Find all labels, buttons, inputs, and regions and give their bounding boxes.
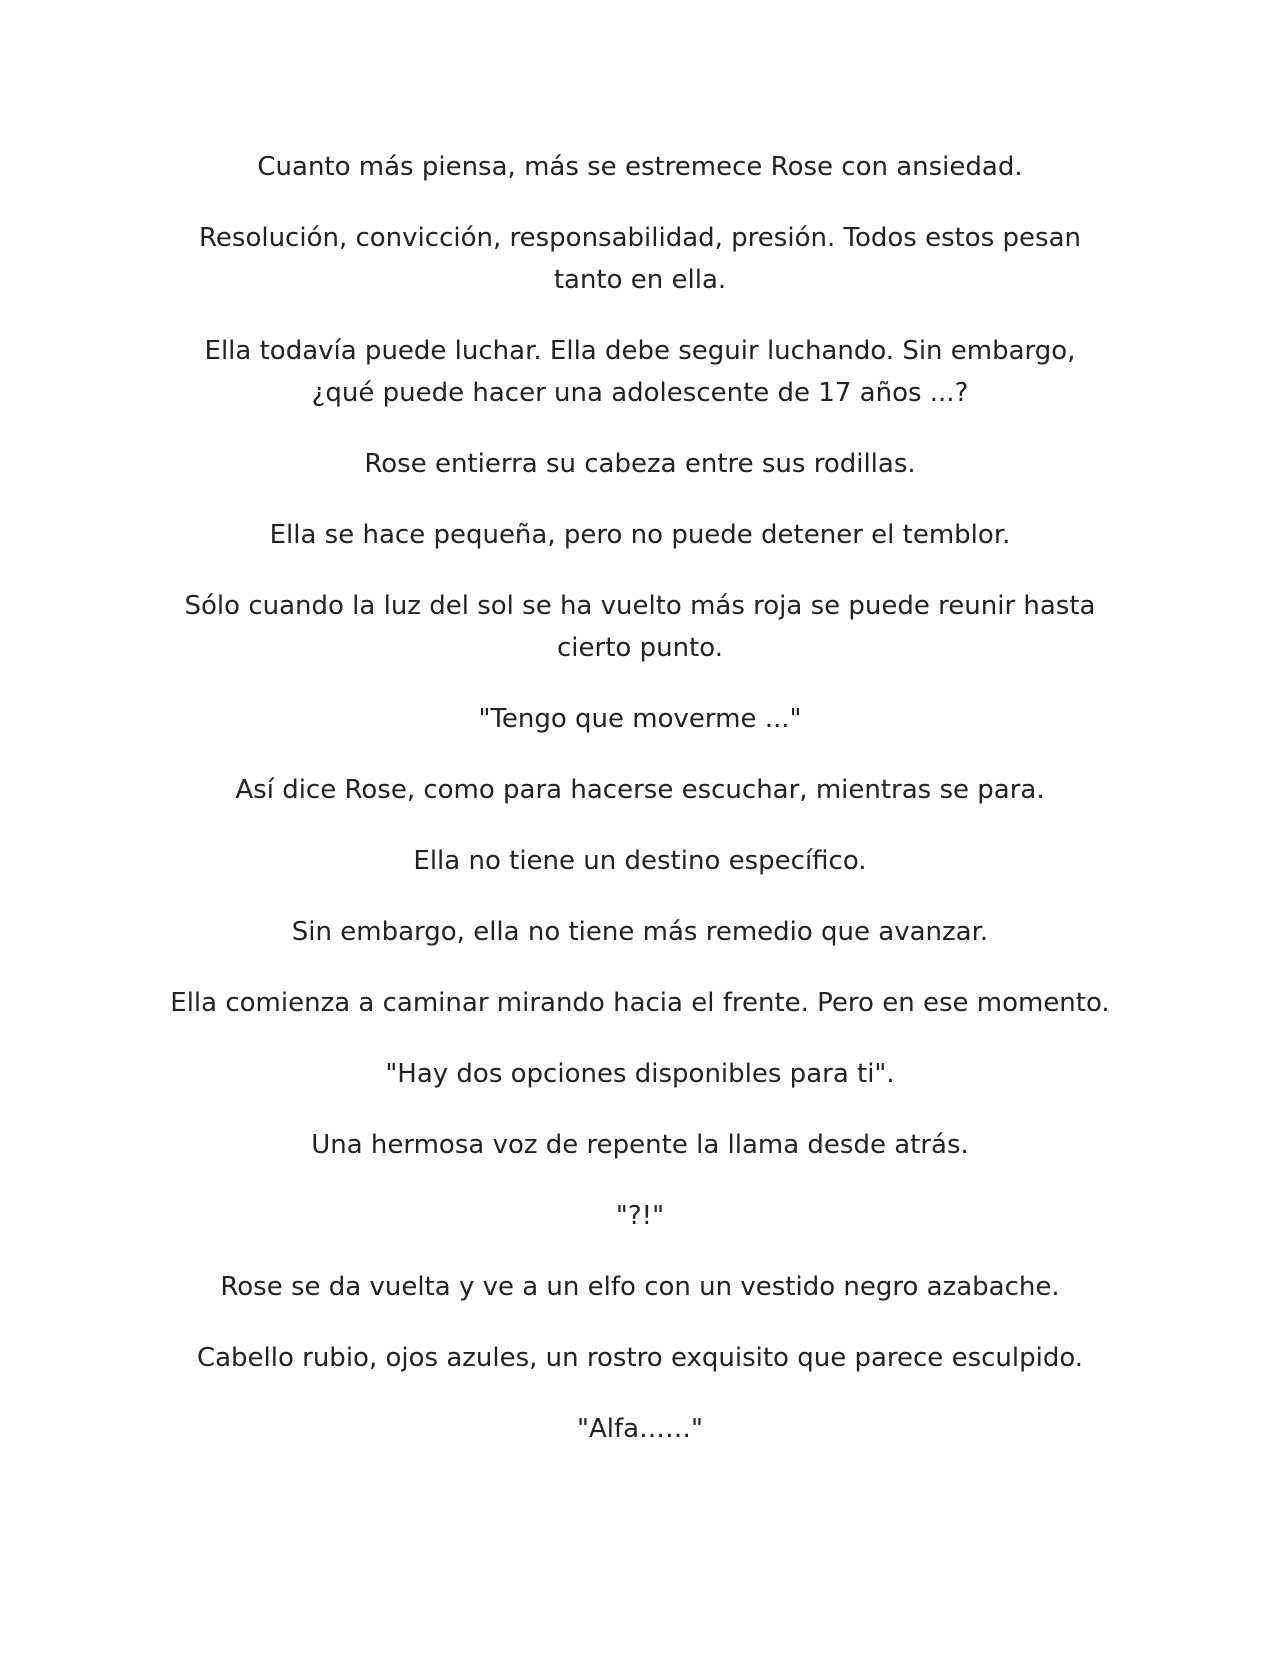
text-body: [170, 146, 1110, 1450]
paragraph: Ella comienza a caminar mirando hacia el frente. Pero en ese momento.: [170, 988, 1110, 1018]
paragraph: "?!": [615, 1201, 665, 1231]
paragraph: Sólo cuando la luz del sol se ha vuelto más roja se puede reunir hasta cierto punto.: [184, 591, 1096, 663]
paragraph: Rose entierra su cabeza entre sus rodillas.: [364, 449, 916, 479]
paragraph: Así dice Rose, como para hacerse escuchar, mientras se para.: [235, 775, 1045, 805]
paragraph: Rose se da vuelta y ve a un elfo con un vestido negro azabache.: [220, 1272, 1060, 1302]
paragraph: "Hay dos opciones disponibles para ti".: [385, 1059, 895, 1089]
paragraph: "Tengo que moverme ...": [478, 704, 802, 734]
paragraph: Sin embargo, ella no tiene más remedio que avanzar.: [291, 917, 989, 947]
paragraph: Resolución, convicción, responsabilidad, presión. Todos estos pesan tanto en ella.: [199, 223, 1081, 295]
paragraph: Ella no tiene un destino específico.: [413, 846, 867, 876]
paragraph: Cuanto más piensa, más se estremece Rose con ansiedad.: [257, 152, 1023, 182]
paragraph: Ella se hace pequeña, pero no puede detener el temblor.: [269, 520, 1011, 550]
paragraph: Una hermosa voz de repente la llama desde atrás.: [311, 1130, 969, 1160]
paragraph: Ella todavía puede luchar. Ella debe seguir luchando. Sin embargo, ¿qué puede hacer una adolescente de 17 años ...?: [204, 336, 1076, 408]
paragraph: "Alfa……": [576, 1414, 703, 1444]
paragraph: Cabello rubio, ojos azules, un rostro exquisito que parece esculpido.: [196, 1343, 1084, 1373]
